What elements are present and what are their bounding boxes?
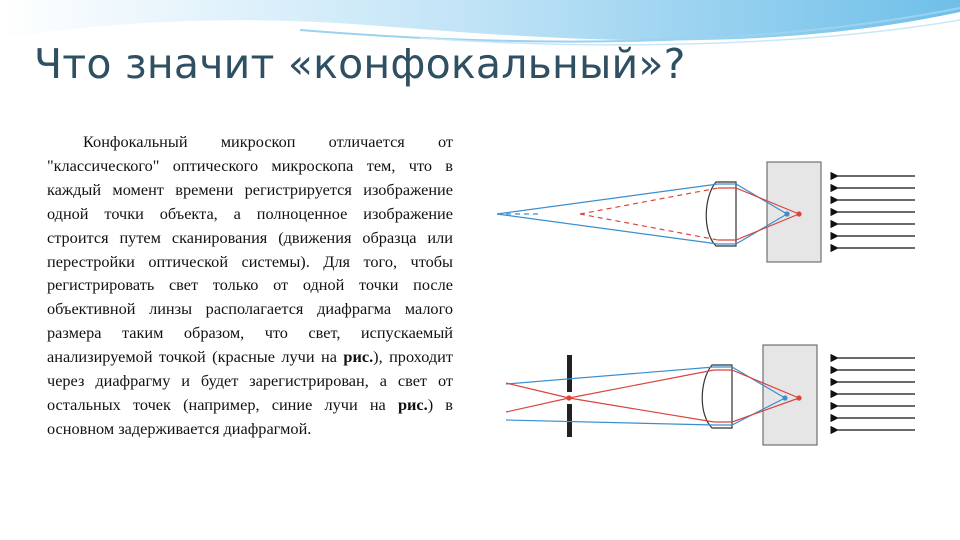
slide-title: Что значит «конфокальный»?: [34, 40, 686, 88]
red-focal-point-bottom: [796, 395, 801, 400]
diaphragm-lower: [567, 404, 572, 437]
paragraph-text-3: ) в основном задерживается диафрагмой.: [47, 394, 453, 438]
red-rays-top: [580, 188, 799, 240]
red-pinhole-point: [566, 395, 571, 400]
blue-rays-bottom: [506, 367, 785, 425]
red-focal-point-top: [796, 211, 801, 216]
blue-focal-point-bottom: [782, 395, 787, 400]
top-diagram: [497, 162, 915, 262]
incident-arrows-top: [838, 176, 915, 248]
sample-block-bottom: [763, 345, 817, 445]
paragraph-text-1: Конфокальный микроскоп отличается от "классического" оптического микроскопа тем, что в каждый момент времени регистрируется изображение одной точки объекта, а полноценное изображение строится путем сканирования (движения образца или перестройки оптической системы). Для того, чтобы регистрировать свет только от одной точки после объективной линзы располагается диафрагма малого размера таким образом, что свет, испускаемый анализируемой точкой (красные лучи на: [47, 132, 453, 367]
blue-rays-top: [497, 184, 787, 244]
bottom-diagram: [506, 345, 915, 445]
objective-lens-top: [706, 182, 736, 246]
blue-focal-point-top: [784, 211, 789, 216]
figure-reference-1: рис.: [343, 347, 374, 367]
objective-lens-bottom: [702, 365, 732, 428]
diaphragm-upper: [567, 355, 572, 392]
incident-arrows-bottom: [838, 358, 915, 430]
paragraph-text-2: ), проходит через диафрагму и будет зарегистрирован, а свет от остальных точек (например, синие лучи на: [47, 347, 453, 414]
red-rays-bottom: [506, 370, 799, 422]
figure-reference-2: рис.: [397, 394, 428, 414]
